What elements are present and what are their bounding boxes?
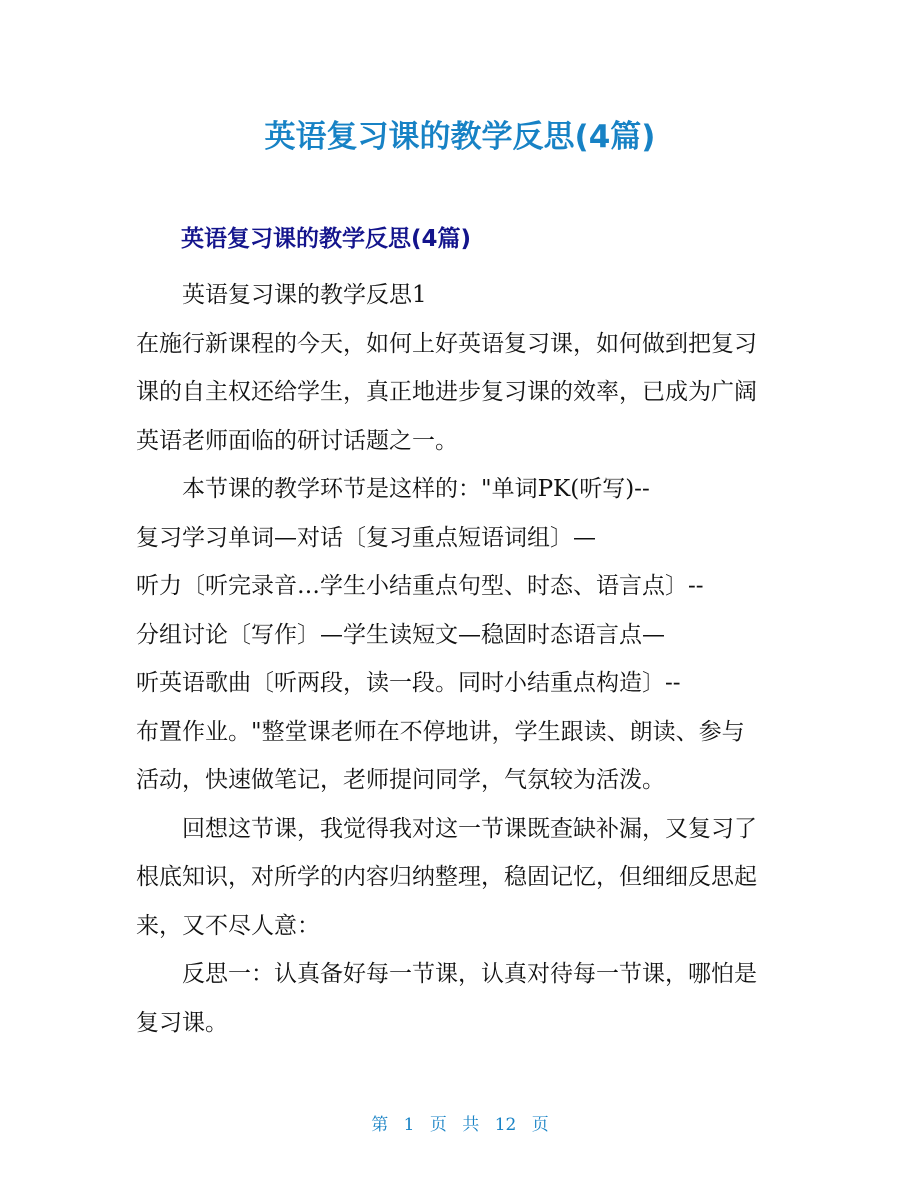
footer-prefix: 第 — [371, 1115, 389, 1135]
body-text — [136, 271, 786, 1047]
body-line: 听力〔听完录音…学生小结重点句型、时态、语言点〕-- — [136, 573, 704, 599]
body-line: 活动，快速做笔记，老师提问同学，气氛较为活泼。 — [136, 767, 665, 793]
section-heading: 英语复习课的教学反思(4篇) — [181, 226, 472, 252]
body-line: 复习课。 — [136, 1009, 228, 1036]
body-line: 布置作业。"整堂课老师在不停地讲，学生跟读、朗读、参与 — [136, 718, 745, 745]
body-line: 分组讨论〔写作〕—学生读短文—稳固时态语言点— — [136, 621, 665, 648]
page-footer — [0, 1112, 920, 1138]
footer-page-word: 页 — [429, 1115, 447, 1135]
body-line: 反思一：认真备好每一节课，认真对待每一节课，哪怕是 — [182, 961, 757, 987]
body-line: 英语复习课的教学反思1 — [182, 282, 427, 308]
document-title: 英语复习课的教学反思(4篇) — [264, 119, 656, 155]
body-line: 在施行新课程的今天，如何上好英语复习课，如何做到把复习 — [136, 330, 757, 357]
body-line: 根底知识，对所学的内容归纳整理，稳固记忆，但细细反思起 — [136, 864, 757, 890]
footer-suffix: 页 — [531, 1115, 549, 1135]
body-line: 本节课的教学环节是这样的："单词PK(听写)-- — [182, 476, 650, 502]
body-line: 课的自主权还给学生，真正地进步复习课的效率，已成为广阔 — [136, 379, 757, 405]
body-line: 复习学习单词—对话〔复习重点短语词组〕— — [136, 524, 596, 551]
footer-total-word: 共 — [462, 1115, 480, 1135]
body-line: 英语老师面临的研讨话题之一。 — [136, 427, 458, 454]
body-line: 来，又不尽人意： — [136, 912, 320, 939]
body-line: 听英语歌曲〔听两段，读一段。同时小结重点构造〕-- — [136, 670, 681, 696]
footer-total-pages: 12 — [494, 1115, 517, 1135]
body-line: 回想这节课，我觉得我对这一节课既查缺补漏，又复习了 — [182, 815, 757, 842]
footer-current-page: 1 — [403, 1115, 415, 1135]
